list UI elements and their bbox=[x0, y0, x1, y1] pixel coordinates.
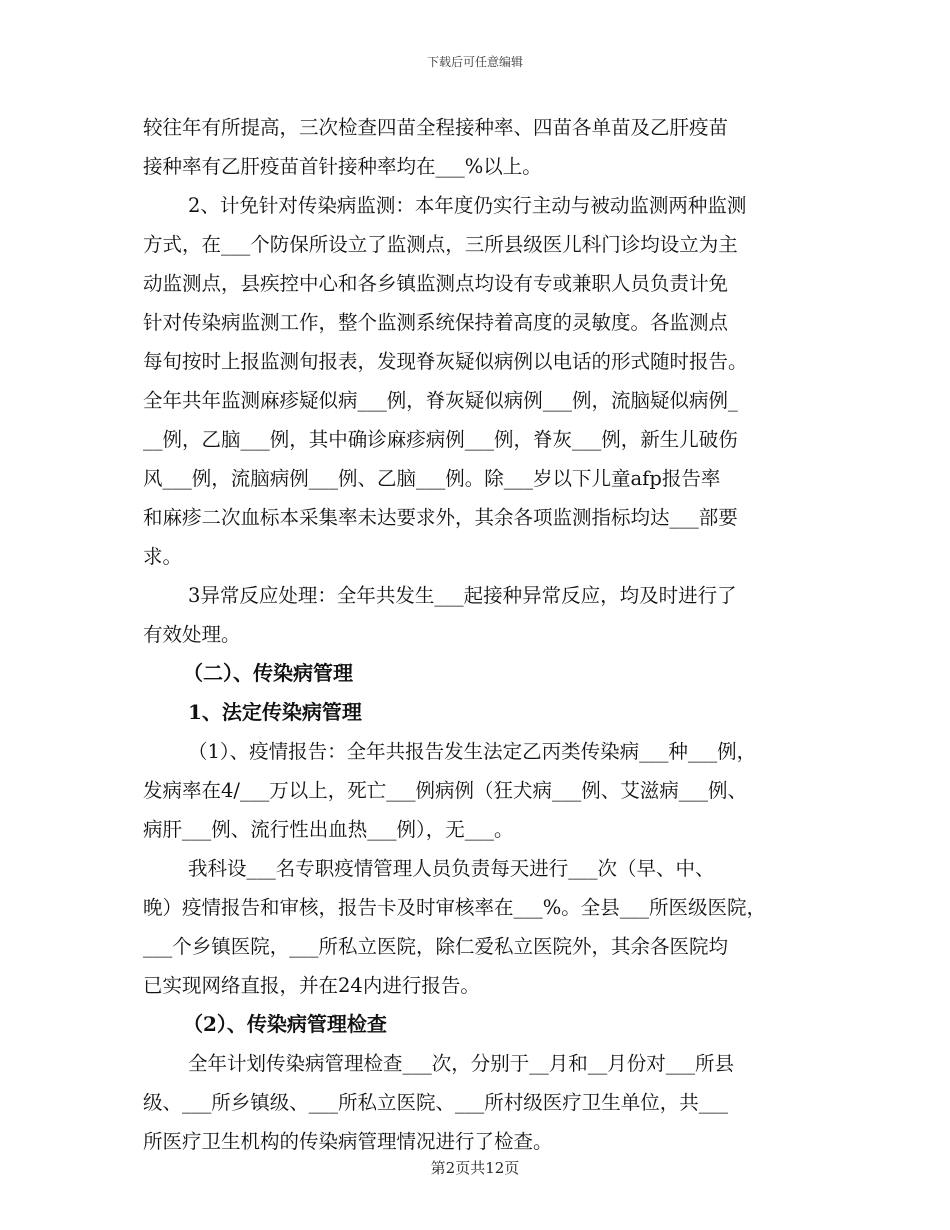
paragraph-line: 我科设___名专职疫情管理人员负责每天进行___次（早、中、 bbox=[188, 857, 715, 880]
paragraph-line: 和麻疹二次血标本采集率未达要求外，其余各项监测指标均达___部要 bbox=[143, 506, 738, 529]
section-heading: （二）、传染病管理 bbox=[183, 661, 353, 685]
paragraph-line: 针对传染病监测工作，整个监测系统保持着高度的灵敏度。各监测点 bbox=[143, 311, 729, 334]
paragraph-line: 病肝___例、流行性出血热___例），无___。 bbox=[143, 818, 514, 841]
paragraph-line: 每旬按时上报监测旬报表，发现脊灰疑似病例以电话的形式随时报告。 bbox=[143, 350, 748, 373]
subsection-heading: 1、法定传染病管理 bbox=[188, 700, 362, 724]
paragraph-line: 所医疗卫生机构的传染病管理情况进行了检查。 bbox=[143, 1130, 553, 1153]
paragraph-line: 全年共年监测麻疹疑似病___例，脊灰疑似病例___例，流脑疑似病例_ bbox=[143, 389, 738, 412]
paragraph-line: 方式，在___个防保所设立了监测点，三所县级医儿科门诊均设立为主 bbox=[143, 233, 738, 256]
paragraph-line: 动监测点，县疾控中心和各乡镇监测点均设有专或兼职人员负责计免 bbox=[143, 272, 729, 295]
subsection-heading: （2）、传染病管理检查 bbox=[183, 1012, 387, 1036]
paragraph-line: 级、___所乡镇级、___所私立医院、___所村级医疗卫生单位，共___ bbox=[143, 1091, 729, 1114]
paragraph-line: ___个乡镇医院，___所私立医院，除仁爱私立医院外，其余各医院均 bbox=[143, 935, 729, 958]
paragraph-line: 风___例，流脑病例___例、乙脑___例。除___岁以下儿童afp报告率 bbox=[143, 467, 721, 490]
paragraph-line: 已实现网络直报，并在24内进行报告。 bbox=[143, 974, 480, 997]
paragraph-line: __例，乙脑___例，其中确诊麻疹病例___例，脊灰___例，新生儿破伤 bbox=[143, 428, 738, 451]
paragraph-line: 有效处理。 bbox=[143, 623, 241, 646]
paragraph-line: 较往年有所提高，三次检查四苗全程接种率、四苗各单苗及乙肝疫苗 bbox=[143, 116, 729, 139]
paragraph-line: 发病率在4/___万以上，死亡___例病例（狂犬病___例、艾滋病___例、 bbox=[143, 779, 747, 802]
paragraph-line: 接种率有乙肝疫苗首针接种率均在___%以上。 bbox=[143, 155, 542, 178]
paragraph-line: 3异常反应处理：全年共发生___起接种异常反应，均及时进行了 bbox=[188, 584, 737, 607]
document-body bbox=[143, 108, 815, 1161]
paragraph-line: 求。 bbox=[143, 545, 183, 568]
page-footer: 第2页共12页 bbox=[430, 1159, 520, 1177]
paragraph-line: （1）、疫情报告：全年共报告发生法定乙丙类传染病___种___例， bbox=[188, 740, 757, 763]
paragraph-line: 晚）疫情报告和审核，报告卡及时审核率在___%。全县___所医级医院， bbox=[143, 896, 767, 919]
page-header: 下载后可任意编辑 bbox=[426, 55, 523, 69]
paragraph-line: 全年计划传染病管理检查___次，分别于__月和__月份对___所县 bbox=[188, 1052, 735, 1075]
paragraph-line: 2、计免针对传染病监测：本年度仍实行主动与被动监测两种监测 bbox=[188, 194, 747, 217]
